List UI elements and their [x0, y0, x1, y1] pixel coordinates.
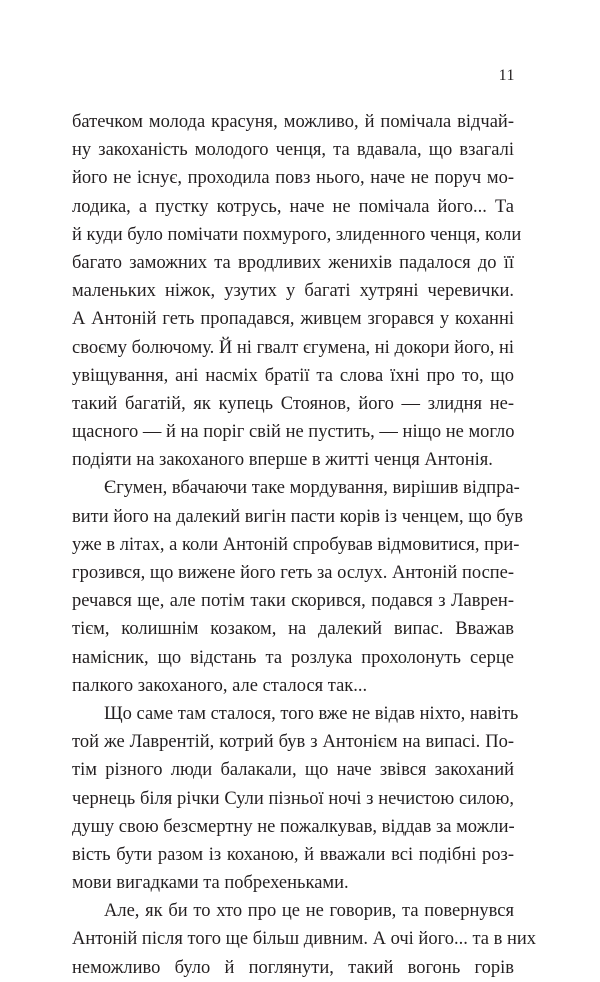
text-line: вити його на далекий вигін пасти корів із ченцем, що був — [72, 506, 524, 527]
text-line: А Антоній геть пропадався, живцем згорався у коханні — [72, 309, 514, 330]
text-line: щасного — й на поріг свій не пустить, — ніщо не могло — [72, 422, 515, 443]
text-line: лодика, а пустку котрусь, наче не помічала його... Та — [72, 196, 514, 217]
text-line: душу свою безсмертну не пожалкував, віддав за можли- — [72, 816, 515, 837]
text-line: ну закоханість молодого ченця, та вдавала, що взагалі — [72, 140, 514, 161]
text-line: й куди було помічати похмурого, злиденного ченця, коли — [72, 224, 522, 245]
paragraph — [72, 474, 524, 700]
text-line: батечком молода красуня, можливо, й помічала відчай- — [72, 112, 514, 132]
text-line: своєму болючому. Й ні гвалт єгумена, ні докори його, ні — [72, 337, 514, 358]
text-line: маленьких ніжок, узутих у багаті хутряні черевички. — [72, 281, 514, 302]
text-line: такий багатій, як купець Стоянов, його — злидня не- — [72, 393, 514, 414]
text-line: мови вигадками та побрехеньками. — [72, 873, 349, 894]
text-line: речався ще, але потім таки скорився, подався з Лаврен- — [72, 591, 514, 612]
paragraph — [72, 108, 522, 474]
text-line: уже в літах, а коли Антоній спробував відмовитися, при- — [72, 534, 520, 555]
paragraph — [72, 897, 537, 982]
text-line: Антоній після того ще більш дивним. А очі його... та в них — [72, 929, 537, 950]
body-text — [72, 108, 537, 982]
text-line: тім різного люди балакали, що наче звівся закоханий — [72, 760, 514, 781]
text-line: вість бути разом із коханою, й вважали всі подібні роз- — [72, 844, 514, 865]
text-line: подіяти на закоханого вперше в житті ченця Антонія. — [72, 450, 493, 471]
text-line: його не існує, проходила повз нього, наче не поруч мо- — [72, 168, 514, 189]
text-line: Що саме там сталося, того вже не відав ніхто, навіть — [104, 703, 519, 724]
text-line: грозився, що вижене його геть за ослух. Антоній поспе- — [72, 563, 515, 583]
text-line: неможливо було й поглянути, такий вогонь горів — [72, 957, 514, 978]
text-line: Єгумен, вбачаючи таке мордування, вирішив відпра- — [104, 478, 520, 499]
text-line: палкого закоханого, але сталося так... — [72, 675, 368, 696]
text-line: тієм, колишнім козаком, на далекий випас. Вважав — [72, 619, 514, 640]
text-line: Але, як би то хто про це не говорив, та повернувся — [104, 901, 514, 922]
text-line: намісник, що відстань та розлука прохолонуть серце — [72, 647, 514, 668]
text-line: багато заможних та вродливих женихів падалося до її — [72, 252, 514, 273]
text-line: той же Лаврентій, котрий був з Антонієм на випасі. По- — [72, 732, 514, 753]
page-number: 11 — [498, 67, 515, 84]
text-line: увіщування, ані насміх братії та слова їхні про то, що — [72, 365, 514, 386]
text-line: чернець біля річки Сули пізньої ночі з нечистою силою, — [72, 788, 514, 809]
paragraph — [72, 700, 519, 897]
